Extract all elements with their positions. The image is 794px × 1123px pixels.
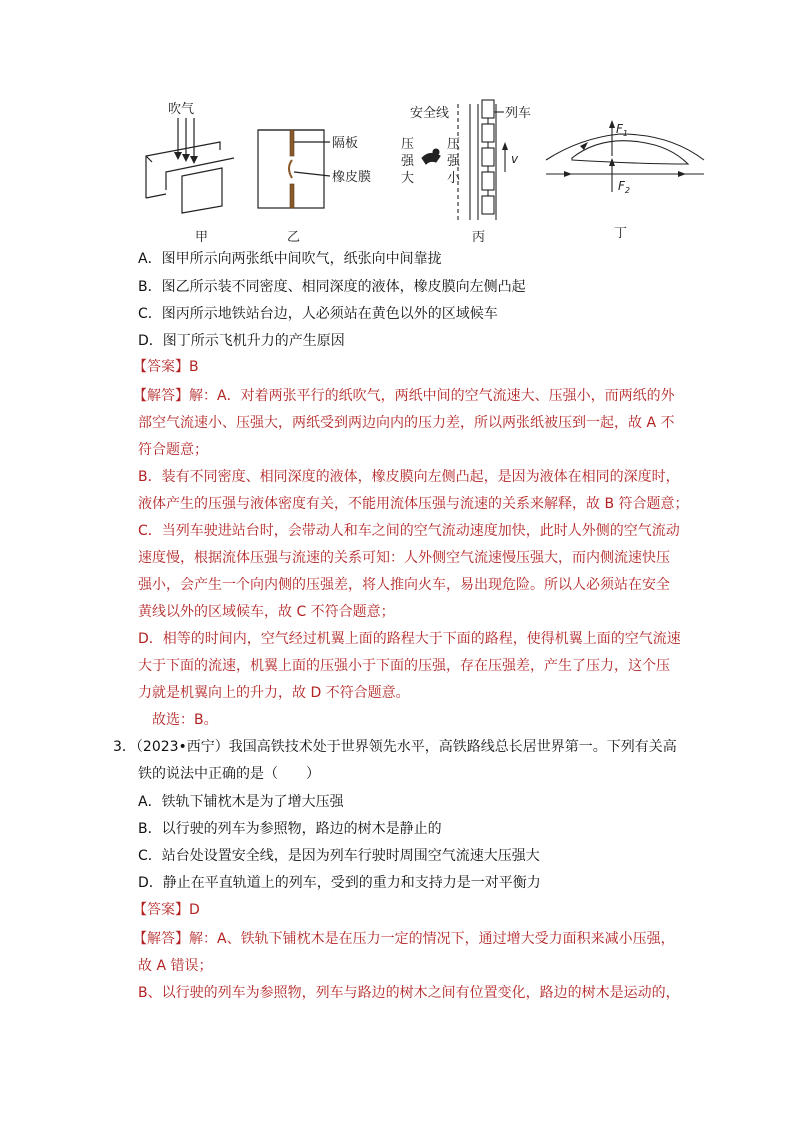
q3-analysis-line-2: 故 A 错误； [138, 958, 213, 974]
q2-option-c: C．图丙所示地铁站台边，人必须站在黄色以外的区域候车 [138, 306, 498, 322]
bing-press-big-2: 强 [401, 154, 415, 169]
bing-safety-line-label: 安全线 [410, 106, 450, 121]
figure-ding [546, 120, 704, 241]
q2-analysis-line-9: 黄线以外的区域候车，故 C 不符合题意； [138, 604, 395, 620]
jia-blow-label: 吹气 [168, 102, 195, 117]
q3-option-a: A．铁轨下铺枕木是为了增大压强 [138, 794, 344, 810]
q2-analysis-line-4: B．装有不同密度、相同深度的液体，橡皮膜向左侧凸起，是因为液体在相同的深度时， [138, 469, 680, 485]
q2-option-b: B．图乙所示装不同密度、相同深度的液体，橡皮膜向左侧凸起 [138, 279, 526, 295]
yi-membrane-label: 橡皮膜 [332, 170, 372, 185]
bing-train-label: 列车 [505, 106, 532, 121]
bing-press-small-3: 小 [447, 171, 461, 186]
figure-bing [401, 100, 531, 245]
ding-caption: 丁 [614, 226, 628, 241]
bing-press-big-1: 压 [401, 137, 415, 152]
yi-partition-label: 隔板 [332, 136, 359, 151]
wing-shape [572, 141, 688, 164]
q3-answer-label: 【答案】 [133, 902, 189, 918]
figure-row [0, 0, 794, 250]
q3-analysis-text-1: 解：A、铁轨下铺枕木是在压力一定的情况下，通过增大受力面积来减小压强， [189, 931, 675, 947]
svg-text:F2 [618, 179, 630, 195]
q2-analysis-line-1 [133, 386, 675, 406]
q2-analysis-line-8: 强小，会产生一个向内侧的压强差，将人推向火车，易出现危险。所以人必须站在安全 [138, 577, 670, 593]
q2-analysis-line-7: 速度慢，根据流体压强与流速的关系可知：人外侧空气流速慢压强大，而内侧流速快压 [138, 550, 670, 566]
bing-press-small-2: 强 [447, 154, 461, 169]
q2-analysis-line-5: 液体产生的压强与液体密度有关，不能用流体压强与流速的关系来解释，故 B 符合题意； [138, 496, 689, 512]
q2-answer-label: 【答案】 [133, 359, 189, 375]
q2-analysis-line-10: D．相等的时间内，空气经过机翼上面的路程大于下面的路程，使得机翼上面的空气流速 [138, 631, 681, 647]
svg-text:F1 [616, 122, 628, 138]
q3-option-d: D．静止在平直轨道上的列车，受到的重力和支持力是一对平衡力 [138, 875, 541, 891]
q2-analysis-label: 【解答】 [133, 388, 189, 404]
ding-f1-sub: 1 [622, 129, 628, 138]
q3-stem-line-2: 铁的说法中正确的是（ ） [138, 766, 320, 782]
figure-jia [146, 102, 234, 245]
yi-caption: 乙 [287, 230, 301, 245]
q2-option-d: D．图丁所示飞机升力的产生原因 [138, 333, 345, 349]
q2-analysis-line-3: 符合题意； [138, 442, 208, 458]
q2-analysis-line-2: 部空气流速小、压强大，两纸受到两边向内的压力差，所以两张纸被压到一起，故 A 不 [138, 415, 675, 431]
q2-answer-value: B [189, 359, 199, 375]
q2-analysis-line-11: 大于下面的流速，机翼上面的压强小于下面的压强，存在压强差，产生了压力，这个压 [138, 658, 670, 674]
q3-answer [133, 900, 200, 920]
bing-caption: 丙 [472, 230, 486, 245]
bing-press-small-1: 压 [447, 137, 461, 152]
q2-analysis-text-1: 解：A．对着两张平行的纸吹气，两纸中间的空气流速大、压强小，而两纸的外 [189, 388, 675, 404]
q3-option-b: B．以行驶的列车为参照物，路边的树木是静止的 [138, 821, 442, 837]
jia-caption: 甲 [195, 230, 209, 245]
ding-f2-sub: 2 [624, 186, 630, 195]
q2-choose: 故选：B。 [152, 712, 218, 728]
q2-analysis-line-12: 力就是机翼向上的升力，故 D 不符合题意。 [138, 685, 410, 701]
q2-analysis-line-6: C．当列车驶进站台时，会带动人和车之间的空气流动速度加快，此时人外侧的空气流动 [138, 523, 680, 539]
q3-answer-value: D [189, 902, 200, 918]
q2-answer [133, 357, 199, 377]
q2-option-a: A．图甲所示向两张纸中间吹气，纸张向中间靠拢 [138, 251, 442, 267]
ding-f2-label: F [618, 179, 625, 193]
q3-analysis-label: 【解答】 [133, 931, 189, 947]
figure-svg [0, 0, 794, 250]
q3-stem-line-1: 3．（2023•西宁）我国高铁技术处于世界领先水平，高铁路线总长居世界第一。下列有关高 [113, 739, 677, 755]
bing-press-big-3: 大 [401, 171, 415, 186]
ding-f1-label: F [616, 122, 623, 136]
bing-velocity-label: v [511, 152, 519, 166]
figure-yi [258, 130, 371, 245]
q3-option-c: C．站台处设置安全线，是因为列车行驶时周围空气流速大压强大 [138, 848, 540, 864]
q3-analysis-line-1 [133, 929, 675, 949]
q3-analysis-line-3: B、以行驶的列车为参照物，列车与路边的树木之间有位置变化，路边的树木是运动的， [138, 985, 680, 1001]
